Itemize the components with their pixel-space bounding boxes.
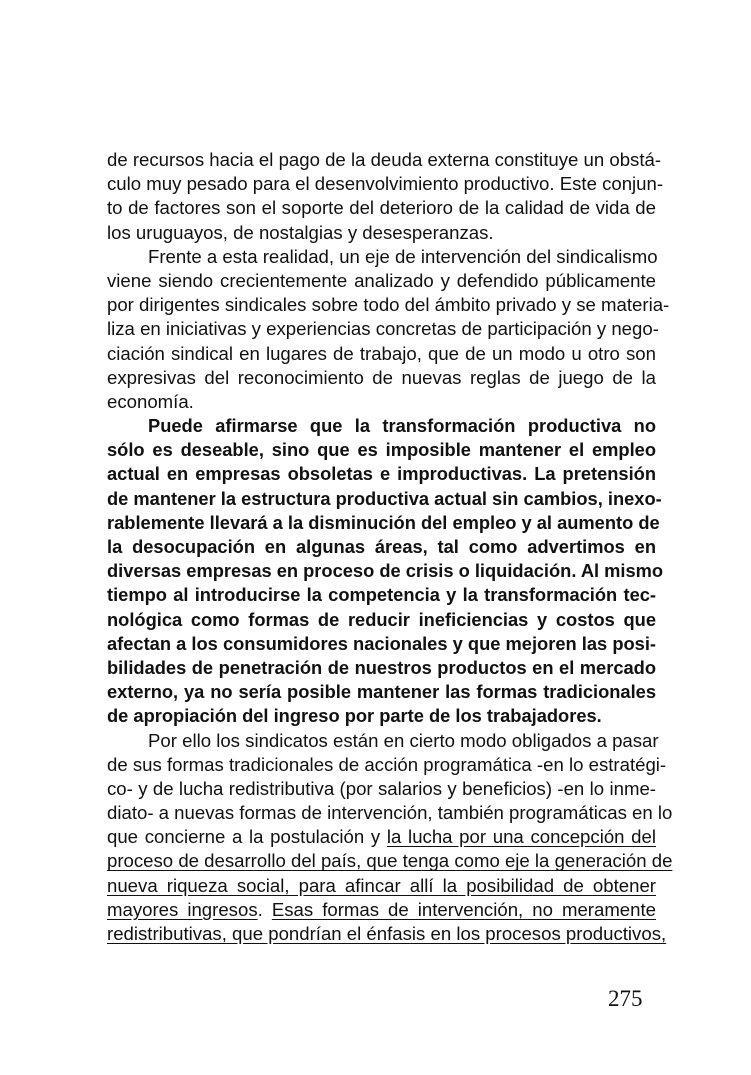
text-segment: por dirigentes sindicales sobre todo del ámbito privado y se materia- (107, 294, 670, 316)
text-segment: co- y de lucha redistributiva (por salarios y beneficios) -en lo inme- (107, 777, 656, 799)
text-segment: la desocupación en algunas áreas, tal como advertimos en (107, 536, 656, 557)
text-line (107, 221, 656, 245)
text-line (107, 632, 656, 656)
text-line (107, 583, 656, 607)
text-segment: diato- a nuevas formas de intervención, también programáticas en lo (107, 802, 673, 824)
underlined-text: redistributivas, que pondrían el énfasis en los procesos productivos, (107, 923, 667, 944)
text-segment: Frente a esta realidad, un eje de intervención del sindicalismo (148, 245, 658, 267)
text-line (107, 366, 656, 390)
underlined-text: mayores ingresos (107, 898, 258, 920)
text-segment: . (257, 898, 272, 920)
text-segment: expresivas del reconocimiento de nuevas reglas de juego de la (107, 366, 656, 388)
underlined-text: proceso de desarrollo del país, que tenga como eje la generación de (107, 850, 673, 872)
text-line (107, 196, 656, 220)
text-segment: economía. (107, 390, 194, 412)
text-line (107, 801, 673, 825)
text-segment: de apropiación del ingreso por parte de los trabajadores. (107, 705, 602, 727)
text-line (107, 559, 664, 583)
text-line (107, 342, 656, 366)
text-line (107, 511, 660, 535)
paragraph (107, 245, 670, 414)
paragraph (107, 729, 673, 947)
text-line (107, 462, 656, 486)
bold-paragraph (107, 414, 664, 728)
underlined-text: nueva riqueza social, para afincar allí la posibilidad de obtener (107, 874, 656, 896)
text-segment: liza en iniciativas y experiencias concretas de participación y nego- (107, 318, 659, 340)
text-line (107, 777, 656, 801)
text-segment: los uruguayos, de nostalgias y desesperanzas. (107, 221, 494, 243)
text-line (107, 293, 670, 317)
text-line (107, 898, 656, 922)
text-line (107, 317, 659, 341)
text-segment: nológica como formas de reducir ineficiencias y costos que (107, 608, 656, 630)
text-segment: de recursos hacia el pago de la deuda externa constituye un obstá- (107, 149, 662, 170)
text-segment: Puede afirmarse que la transformación productiva no (148, 415, 656, 437)
text-line (107, 729, 659, 753)
text-line (107, 680, 656, 704)
text-line (107, 825, 656, 849)
text-line (107, 704, 656, 728)
text-segment: Por ello los sindicatos están en cierto modo obligados a pasar (148, 729, 659, 751)
text-line (107, 148, 662, 172)
text-line (107, 414, 656, 438)
text-line (107, 922, 667, 946)
text-segment: viene siendo crecientemente analizado y defendido públicamente (107, 269, 656, 291)
text-line (107, 245, 656, 269)
text-segment: culo muy pesado para el desenvolvimiento productivo. Este conjun- (107, 173, 664, 195)
text-line (107, 390, 656, 414)
text-segment: de mantener la estructura productiva actual sin cambios, inexo- (107, 487, 662, 509)
text-segment: rablemente llevará a la disminución del empleo y al aumento de (107, 511, 660, 533)
text-line (107, 753, 667, 777)
text-segment: to de factores son el soporte del deterioro de la calidad de vida de (107, 197, 656, 219)
text-line (107, 438, 656, 462)
text-segment: tiempo al introducirse la competencia y la transformación tec- (107, 584, 656, 606)
text-segment: que concierne a la postulación y (107, 826, 387, 848)
text-segment: afectan a los consumidores nacionales y que mejoren las posi- (107, 632, 656, 654)
text-segment: diversas empresas en proceso de crisis o liquidación. Al mismo (107, 560, 664, 582)
text-line (107, 608, 656, 632)
underlined-text: la lucha por una concepción del (386, 826, 656, 848)
text-line (107, 269, 656, 293)
underlined-text: Esas formas de intervención, no meramente (271, 898, 656, 920)
text-segment: de sus formas tradicionales de acción programática -en lo estratégi- (107, 753, 667, 775)
text-line (107, 535, 656, 559)
text-line (107, 487, 662, 511)
text-line (107, 656, 656, 680)
text-line (107, 849, 673, 873)
text-line (107, 172, 664, 196)
paragraph (107, 148, 664, 245)
text-segment: sólo es deseable, sino que es imposible mantener el empleo (107, 439, 656, 461)
text-line (107, 874, 656, 898)
text-segment: ciación sindical en lugares de trabajo, que de un modo u otro son (107, 342, 656, 364)
text-segment: bilidades de penetración de nuestros productos en el mercado (107, 656, 656, 678)
page-body (107, 148, 673, 946)
page-number: 275 (608, 986, 643, 1011)
text-segment: actual en empresas obsoletas e improductivas. La pretensión (107, 463, 656, 485)
text-segment: externo, ya no sería posible mantener las formas tradicionales (107, 681, 656, 703)
